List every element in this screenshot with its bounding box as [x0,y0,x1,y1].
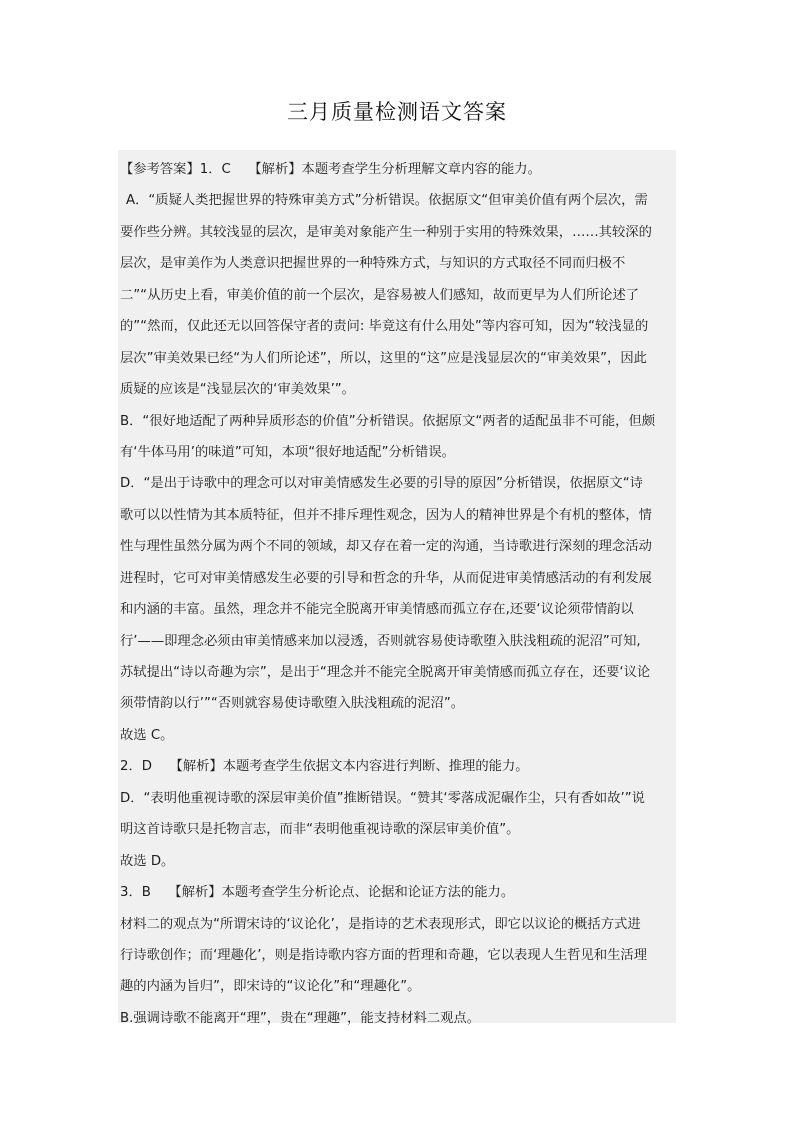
answer-line: 层次，是审美作为人类意识把握世界的一种特殊方式，与知识的方式取径不同而归极不 [120,256,626,272]
answer-line: B．“很好地适配了两种异质形态的价值”分析错误。依据原文“两者的适配虽非不可能，但颇 [120,413,656,429]
page-title: 三月质量检测语文答案 [287,100,507,124]
answer-line: 行诗歌创作；而‘理趣化’，则是指诗歌内容方面的哲理和奇趣，它以表现人生哲见和生活理 [120,947,648,963]
answer-line: D．“是出于诗歌中的理念可以对审美情感发生必要的引导的原因”分析错误，依据原文“诗 [120,476,643,492]
answer-line: 二”“从历史上看，审美价值的前一个层次，是容易被人们感知，故而更早为人们所论述了 [120,287,640,303]
answer-line: 要作些分辨。其较浅显的层次，是审美对象能产生一种别于实用的特殊效果，……其较深的 [120,224,652,240]
answer-line: 须带情韵以行’”“否则就容易使诗歌堕入肤浅粗疏的泥沼”。 [120,696,465,712]
answer-line: 性与理性虽然分属为两个不同的领域，却又存在着一定的沟通，当诗歌进行深刻的理念活动 [120,539,652,555]
answer-line: B.强调诗歌不能离开“理”，贵在“理趣”，能支持材料二观点。 [120,1010,481,1026]
answer-line: A．“质疑人类把握世界的特殊审美方式”分析错误。依据原文“但审美价值有两个层次，需 [126,193,648,209]
answer-line: 有‘牛体马用’的味道”可知，本项“很好地适配”分析错误。 [120,444,455,460]
answer-line: D．“表明他重视诗歌的深层审美价值”推断错误。“赞其‘零落成泥碾作尘，只有香如故’”说 [120,790,645,806]
answer-line: 明这首诗歌只是托物言志，而非“表明他重视诗歌的深层审美价值”。 [120,822,520,838]
answer-line: 质疑的应该是“浅显层次的‘审美效果’”。 [120,382,355,398]
answer-line: 歌可以以性情为其本质特征，但并不排斥理性观念，因为人的精神世界是个有机的整体，情 [120,507,652,523]
answer-line: 故选 C。 [120,727,174,743]
answer-line: 2．D 【解析】本题考查学生依据文本内容进行判断、推理的能力。 [120,759,529,775]
answer-line: 【参考答案】1．C 【解析】本题考查学生分析理解文章内容的能力。 [120,162,541,177]
answer-line: 进程时，它可对审美情感发生必要的引导和哲念的升华，从而促进审美情感活动的有利发展 [120,570,652,586]
answer-line: 材料二的观点为“所谓宋诗的‘议论化’，是指诗的艺术表现形式，即它以议论的概括方式进 [120,916,641,932]
answer-line: 苏轼提出“诗以奇趣为宗”，是出于“理念并不能完全脱离开审美情感而孤立存在，还要‘议论 [120,665,651,680]
answer-line: 的”“然而，仅此还无以回答保守者的责问: 毕竟这有什么用处”等内容可知，因为“较浅显的 [120,319,649,335]
answer-body [118,150,676,1026]
answer-line: 故选 D。 [120,853,175,869]
answer-line: 行’——即理念必须由审美情感来加以浸透，否则就容易使诗歌堕入肤浅粗疏的泥沼”可知, [120,633,641,649]
answer-line: 3．B 【解析】本题考查学生分析论点、论据和论证方法的能力。 [120,885,515,901]
answer-line: 和内涵的丰富。虽然，理念并不能完全脱离开审美情感而孤立存在,还要‘议论须带情韵以 [120,602,634,618]
answer-line: 层次”审美效果已经“为人们所论述”，所以，这里的“这”应是浅显层次的“审美效果”，因此 [120,350,647,366]
answer-line: 趣的内涵为旨归”，即宋诗的“议论化”和“理趣化”。 [120,979,421,995]
